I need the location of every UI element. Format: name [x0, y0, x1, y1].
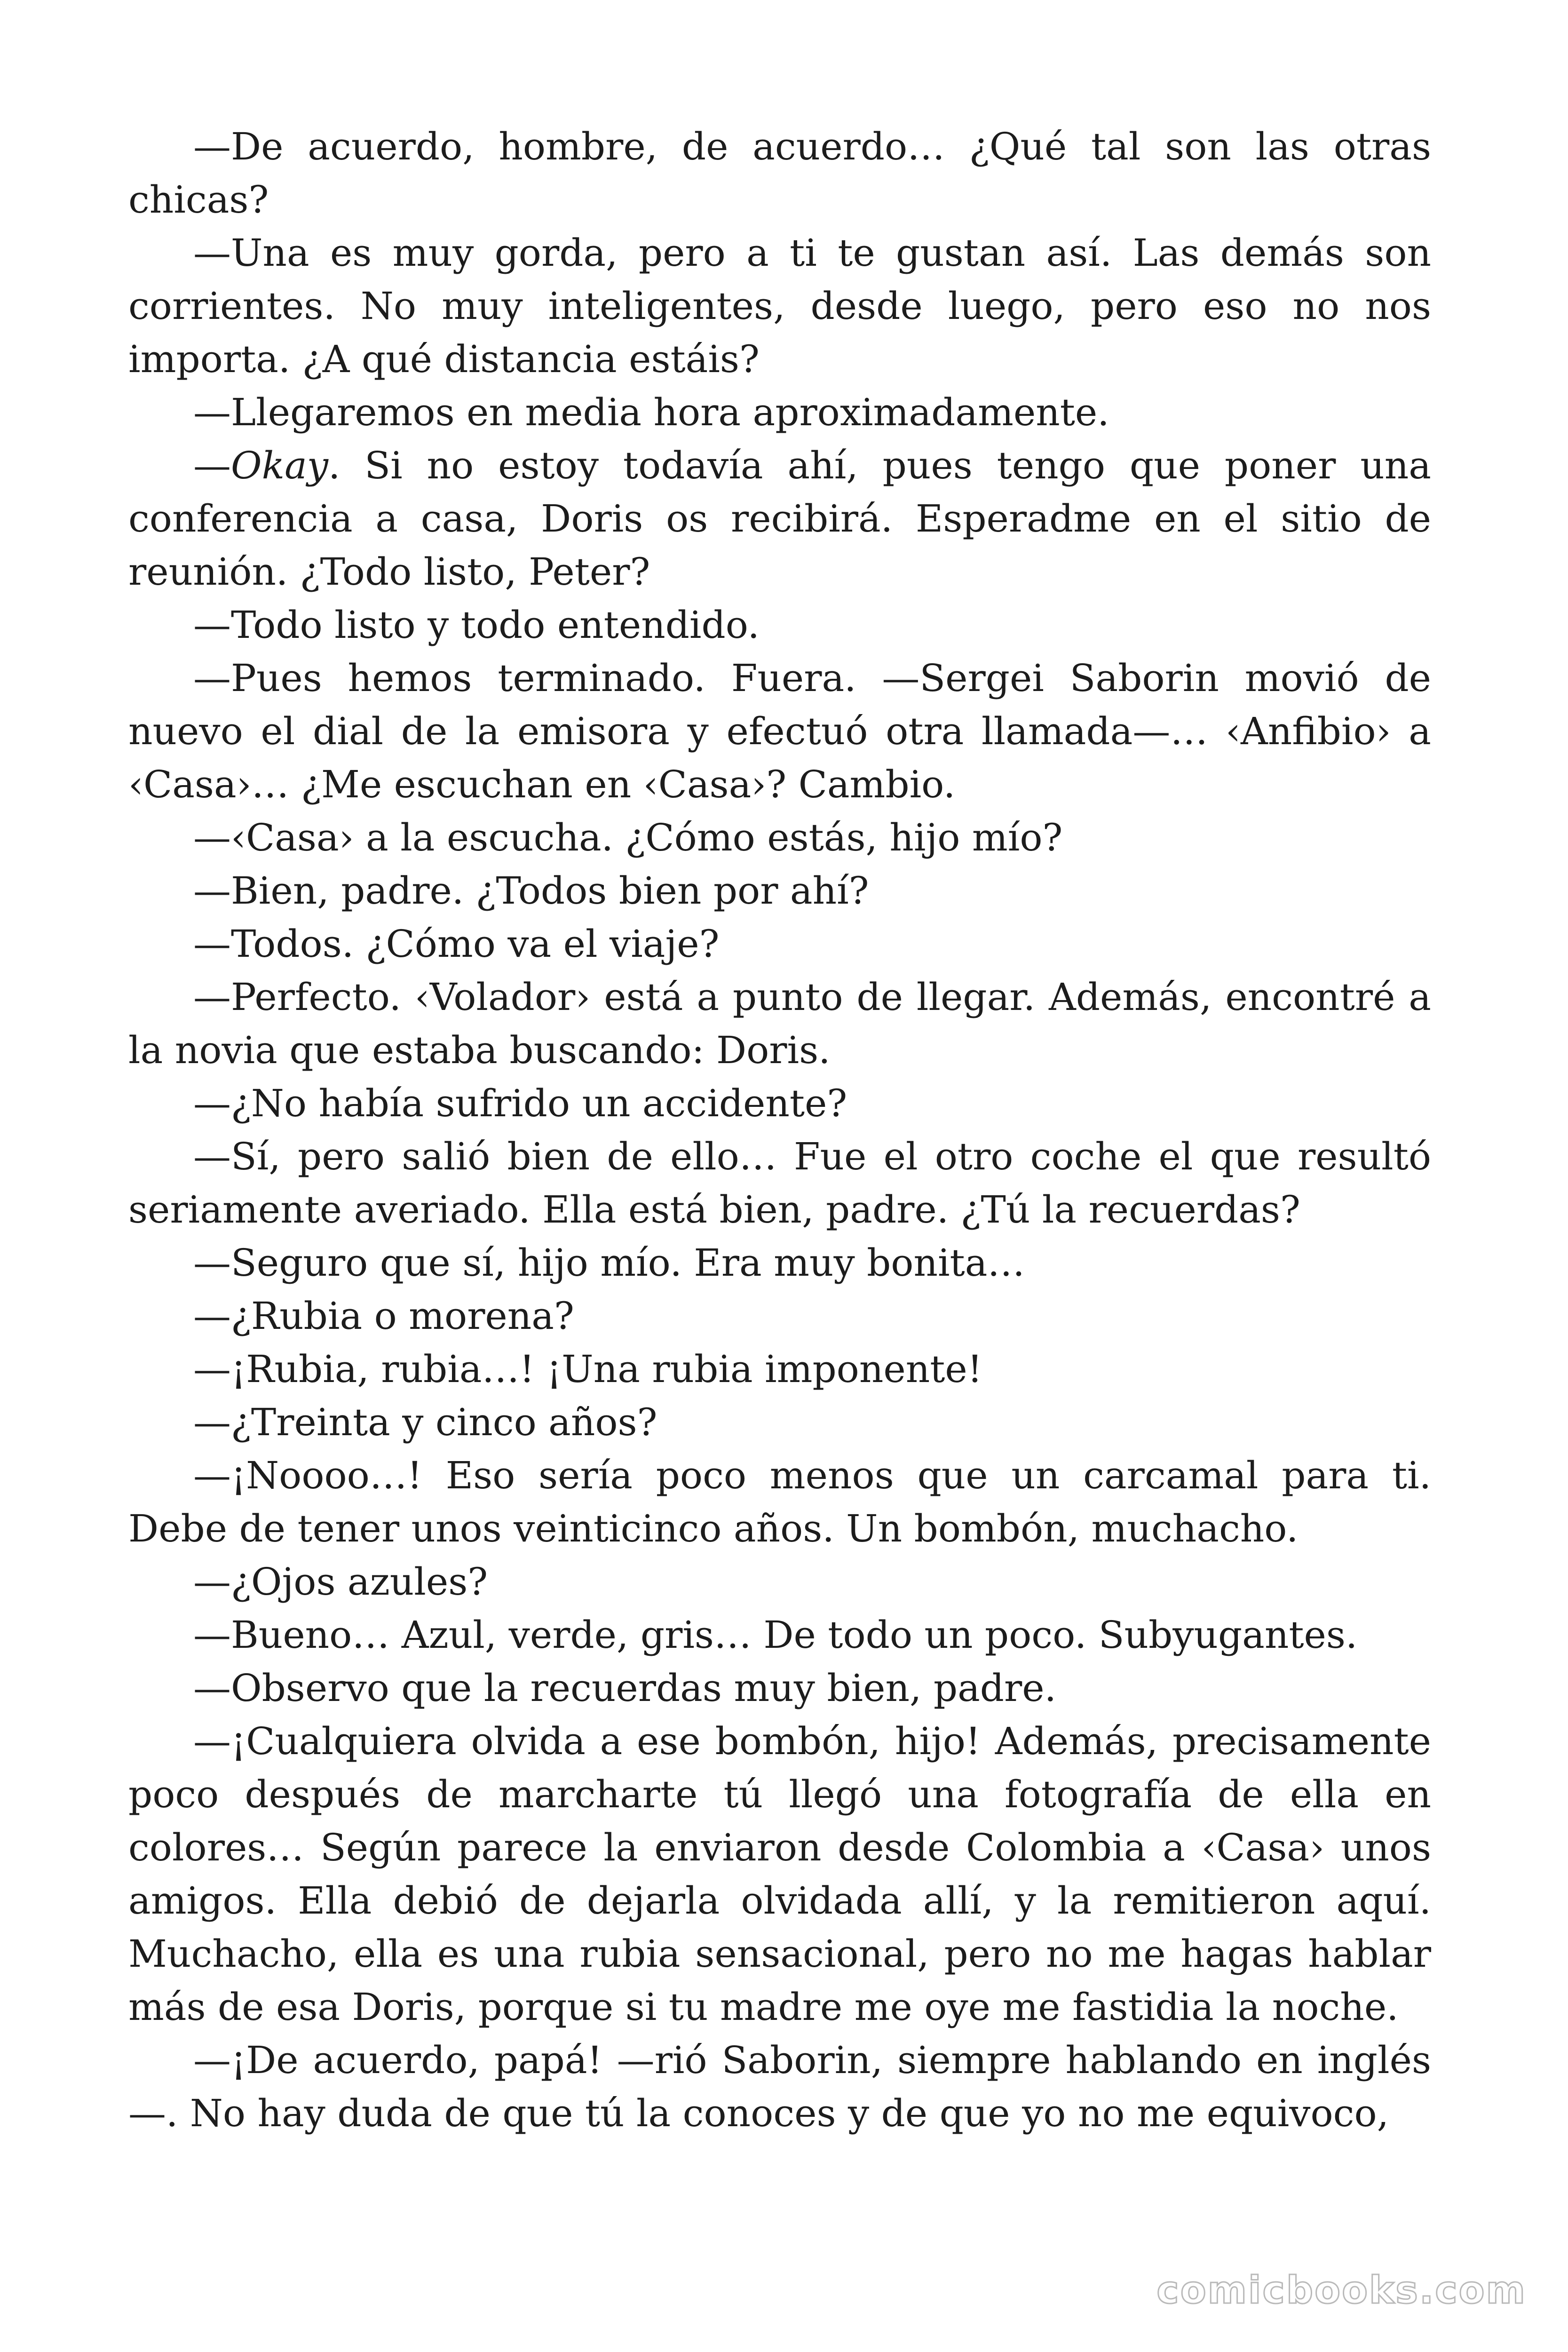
paragraph: —Observo que la recuerdas muy bien, padre.	[193, 1666, 1056, 1710]
paragraph: —¿Rubia o morena?	[193, 1294, 574, 1338]
paragraph: —De acuerdo, hombre, de acuerdo… ¿Qué tal son las otras chicas?	[128, 125, 1431, 222]
paragraph: —¡De acuerdo, papá! —rió Saborin, siempre hablando en inglés —. No hay duda de que tú la conoces y de que yo no me equivoco,	[128, 2038, 1431, 2135]
paragraph: —¿Ojos azules?	[193, 1560, 488, 1604]
paragraph: —Una es muy gorda, pero a ti te gustan así. Las demás son corrientes. No muy inteligentes, desde luego, pero eso no nos importa. ¿A qué distancia estáis?	[128, 231, 1431, 381]
paragraph: —¿No había sufrido un accidente?	[193, 1081, 847, 1125]
italic-word: Okay	[231, 444, 328, 487]
paragraph: —¡Noooo…! Eso sería poco menos que un carcamal para ti. Debe de tener unos veinticinco años. Un bombón, muchacho.	[128, 1454, 1431, 1550]
paragraph: —Perfecto. ‹Volador› está a punto de llegar. Además, encontré a la novia que estaba buscando: Doris.	[128, 975, 1431, 1072]
paragraph: —Pues hemos terminado. Fuera. —Sergei Saborin movió de nuevo el dial de la emisora y efectuó otra llamada—… ‹Anfibio› a ‹Casa›… ¿Me escuchan en ‹Casa›? Cambio.	[128, 656, 1431, 806]
paragraph: —¡Cualquiera olvida a ese bombón, hijo! Además, precisamente poco después de marcharte tú llegó una fotografía de ella en colores… Según parece la enviaron desde Colombia a ‹Casa› unos amigos. Ella debió de dejarla olvidada allí, y la remitieron aquí. Muchacho, ella es una rubia sensacional, pero no me hagas hablar más de esa Doris, porque si tu madre me oye me fastidia la noche.	[128, 1719, 1431, 2029]
body-text	[128, 120, 1431, 2140]
paragraph: —Seguro que sí, hijo mío. Era muy bonita…	[193, 1241, 1025, 1285]
paragraph: —‹Casa› a la escucha. ¿Cómo estás, hijo mío?	[193, 816, 1063, 859]
paragraph: —Bien, padre. ¿Todos bien por ahí?	[193, 869, 869, 913]
paragraph	[128, 439, 1431, 598]
paragraph: —Sí, pero salió bien de ello… Fue el otro coche el que resultó seriamente averiado. Ella está bien, padre. ¿Tú la recuerdas?	[128, 1135, 1431, 1232]
paragraph: —Todos. ¿Cómo va el viaje?	[193, 922, 720, 966]
paragraph: —¡Rubia, rubia…! ¡Una rubia imponente!	[193, 1347, 982, 1391]
paragraph: —Bueno… Azul, verde, gris… De todo un poco. Subyugantes.	[193, 1613, 1358, 1657]
dialogue-dash: —	[193, 444, 231, 487]
paragraph: —Llegaremos en media hora aproximadamente.	[193, 390, 1109, 434]
watermark: comicbooks.com	[1156, 2268, 1527, 2312]
paragraph-rest: . Si no estoy todavía ahí, pues tengo que poner una conferencia a casa, Doris os recibirá. Esperadme en el sitio de reunión. ¿Todo listo, Peter?	[128, 444, 1431, 594]
paragraph: —Todo listo y todo entendido.	[193, 603, 760, 647]
paragraph: —¿Treinta y cinco años?	[193, 1400, 657, 1444]
